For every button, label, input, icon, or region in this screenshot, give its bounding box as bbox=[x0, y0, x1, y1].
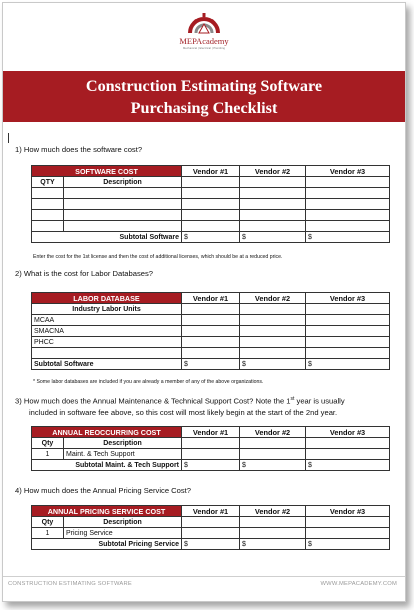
subtotal-vendor-1[interactable]: $ bbox=[182, 232, 240, 243]
industry-labor-units-header: Industry Labor Units bbox=[32, 304, 182, 315]
vendor-1-header: Vendor #1 bbox=[182, 506, 240, 517]
table-header: ANNUAL PRICING SERVICE COST bbox=[32, 506, 182, 517]
labor-item-mcaa: MCAA bbox=[32, 315, 182, 326]
description-column-header: Description bbox=[64, 177, 182, 188]
table-cell[interactable] bbox=[240, 348, 306, 359]
table-cell[interactable] bbox=[306, 449, 390, 460]
question-3-text: 3) How much does the Annual Maintenance & Technical Support Cost? Note the 1 bbox=[15, 396, 291, 406]
subtotal-vendor-3[interactable]: $ bbox=[306, 359, 390, 370]
labor-item-smacna: SMACNA bbox=[32, 326, 182, 337]
text-cursor bbox=[8, 133, 9, 143]
brand-tagline: Mechanical | Electrical | Plumbing bbox=[182, 47, 226, 50]
vendor-1-header: Vendor #1 bbox=[182, 293, 240, 304]
table-cell[interactable] bbox=[32, 199, 64, 210]
question-3 bbox=[15, 394, 393, 418]
title-line-1: Construction Estimating Software bbox=[85, 77, 323, 95]
row-description: Maint. & Tech Support bbox=[64, 449, 182, 460]
subtotal-label: Subtotal Software bbox=[32, 232, 182, 243]
subtotal-vendor-3[interactable]: $ bbox=[306, 539, 390, 550]
description-column-header: Description bbox=[64, 438, 182, 449]
row-description: Pricing Service bbox=[64, 528, 182, 539]
description-column-header: Description bbox=[64, 517, 182, 528]
labor-database-table bbox=[31, 292, 390, 370]
table-cell[interactable] bbox=[32, 210, 64, 221]
table-row bbox=[32, 326, 390, 337]
table-cell[interactable] bbox=[182, 517, 240, 528]
table-cell[interactable] bbox=[306, 199, 390, 210]
table-cell[interactable] bbox=[306, 517, 390, 528]
question-3-text-end: year is usually bbox=[294, 396, 345, 406]
table-row bbox=[32, 348, 390, 359]
question-2: 2) What is the cost for Labor Databases? bbox=[15, 269, 154, 278]
table-cell[interactable] bbox=[240, 528, 306, 539]
table-cell[interactable] bbox=[240, 326, 306, 337]
table-cell[interactable] bbox=[240, 337, 306, 348]
table-cell[interactable] bbox=[306, 304, 390, 315]
table-row bbox=[32, 188, 390, 199]
vendor-1-header: Vendor #1 bbox=[182, 427, 240, 438]
subtotal-vendor-2[interactable]: $ bbox=[240, 460, 306, 471]
table-cell[interactable] bbox=[32, 188, 64, 199]
table-row bbox=[32, 315, 390, 326]
subtotal-vendor-2[interactable]: $ bbox=[240, 539, 306, 550]
table-cell[interactable] bbox=[306, 177, 390, 188]
annual-reoccurring-cost-table bbox=[31, 426, 390, 471]
table-cell[interactable] bbox=[64, 199, 182, 210]
brand-name: MEPAcademy bbox=[179, 36, 229, 46]
table-cell[interactable] bbox=[182, 438, 240, 449]
row-qty: 1 bbox=[32, 528, 64, 539]
table-cell[interactable] bbox=[306, 326, 390, 337]
table-cell[interactable] bbox=[182, 199, 240, 210]
subtotal-vendor-3[interactable]: $ bbox=[306, 232, 390, 243]
table-cell[interactable] bbox=[306, 188, 390, 199]
qty-column-header: QTY bbox=[32, 177, 64, 188]
table-cell[interactable] bbox=[182, 348, 240, 359]
table-cell[interactable] bbox=[182, 315, 240, 326]
table-row bbox=[32, 528, 390, 539]
table-cell[interactable] bbox=[306, 528, 390, 539]
table-cell[interactable] bbox=[240, 199, 306, 210]
subtotal-vendor-3[interactable]: $ bbox=[306, 460, 390, 471]
question-1: 1) How much does the software cost? bbox=[15, 145, 143, 154]
row-qty: 1 bbox=[32, 449, 64, 460]
table-cell[interactable] bbox=[240, 517, 306, 528]
logo bbox=[3, 7, 405, 50]
table-cell[interactable] bbox=[240, 221, 306, 232]
subtotal-vendor-2[interactable]: $ bbox=[240, 359, 306, 370]
table-cell[interactable] bbox=[64, 210, 182, 221]
vendor-3-header: Vendor #3 bbox=[306, 293, 390, 304]
qty-column-header: Qty bbox=[32, 438, 64, 449]
table-cell[interactable] bbox=[182, 177, 240, 188]
title-line-2: Purchasing Checklist bbox=[130, 99, 278, 117]
table-cell[interactable] bbox=[306, 210, 390, 221]
table-header: LABOR DATABASE bbox=[32, 293, 182, 304]
qty-column-header: Qty bbox=[32, 517, 64, 528]
table-cell[interactable] bbox=[306, 337, 390, 348]
table-cell[interactable] bbox=[182, 449, 240, 460]
table-row bbox=[32, 210, 390, 221]
table-cell[interactable] bbox=[64, 188, 182, 199]
vendor-2-header: Vendor #2 bbox=[240, 427, 306, 438]
table-cell[interactable] bbox=[32, 221, 64, 232]
vendor-2-header: Vendor #2 bbox=[240, 166, 306, 177]
subtotal-vendor-1[interactable]: $ bbox=[182, 359, 240, 370]
document-page bbox=[2, 2, 406, 602]
table-cell[interactable] bbox=[240, 210, 306, 221]
software-cost-note: Enter the cost for the 1st license and then the cost of additional licenses, which should be at a reduced price. bbox=[33, 254, 283, 260]
table-row bbox=[32, 221, 390, 232]
table-cell[interactable] bbox=[240, 188, 306, 199]
footer-website[interactable]: WWW.MEPACADEMY.COM bbox=[320, 581, 397, 587]
gear-logo-icon bbox=[187, 7, 221, 37]
subtotal-label: Subtotal Pricing Service bbox=[32, 539, 182, 550]
subtotal-label: Subtotal Maint. & Tech Support bbox=[32, 460, 182, 471]
subtotal-label: Subtotal Software bbox=[32, 359, 182, 370]
vendor-3-header: Vendor #3 bbox=[306, 506, 390, 517]
table-cell[interactable] bbox=[306, 438, 390, 449]
table-cell[interactable] bbox=[240, 304, 306, 315]
table-cell[interactable] bbox=[240, 177, 306, 188]
table-cell[interactable] bbox=[306, 221, 390, 232]
table-cell[interactable] bbox=[64, 221, 182, 232]
table-cell[interactable] bbox=[182, 210, 240, 221]
table-header: SOFTWARE COST bbox=[32, 166, 182, 177]
vendor-2-header: Vendor #2 bbox=[240, 506, 306, 517]
labor-database-note: * Some labor databases are included if you are already a member of any of the above organizations. bbox=[33, 379, 264, 385]
vendor-2-header: Vendor #2 bbox=[240, 293, 306, 304]
labor-item-phcc: PHCC bbox=[32, 337, 182, 348]
subtotal-vendor-1[interactable]: $ bbox=[182, 539, 240, 550]
ordinal-suffix: st bbox=[290, 396, 295, 402]
table-header: ANNUAL REOCCURRING COST bbox=[32, 427, 182, 438]
table-cell[interactable] bbox=[182, 528, 240, 539]
subtotal-vendor-2[interactable]: $ bbox=[240, 232, 306, 243]
table-cell[interactable] bbox=[240, 438, 306, 449]
table-cell[interactable] bbox=[306, 315, 390, 326]
footer-divider bbox=[3, 576, 405, 577]
table-cell[interactable] bbox=[182, 188, 240, 199]
table-cell[interactable] bbox=[306, 348, 390, 359]
table-cell[interactable] bbox=[240, 449, 306, 460]
annual-pricing-service-table bbox=[31, 505, 390, 550]
table-cell[interactable] bbox=[182, 326, 240, 337]
table-cell[interactable] bbox=[182, 221, 240, 232]
table-row bbox=[32, 449, 390, 460]
question-3-line-2: included in software fee above, so this cost will most likely begin at the start of the 2nd year. bbox=[29, 407, 338, 417]
subtotal-vendor-1[interactable]: $ bbox=[182, 460, 240, 471]
vendor-3-header: Vendor #3 bbox=[306, 427, 390, 438]
table-cell[interactable] bbox=[240, 315, 306, 326]
vendor-1-header: Vendor #1 bbox=[182, 166, 240, 177]
software-cost-table bbox=[31, 165, 390, 243]
table-cell[interactable] bbox=[32, 348, 182, 359]
table-cell[interactable] bbox=[182, 337, 240, 348]
table-cell[interactable] bbox=[182, 304, 240, 315]
vendor-3-header: Vendor #3 bbox=[306, 166, 390, 177]
question-4: 4) How much does the Annual Pricing Service Cost? bbox=[15, 486, 192, 495]
title-banner bbox=[3, 71, 405, 122]
table-row bbox=[32, 337, 390, 348]
table-row bbox=[32, 199, 390, 210]
footer-title: CONSTRUCTION ESTIMATING SOFTWARE bbox=[8, 581, 132, 587]
